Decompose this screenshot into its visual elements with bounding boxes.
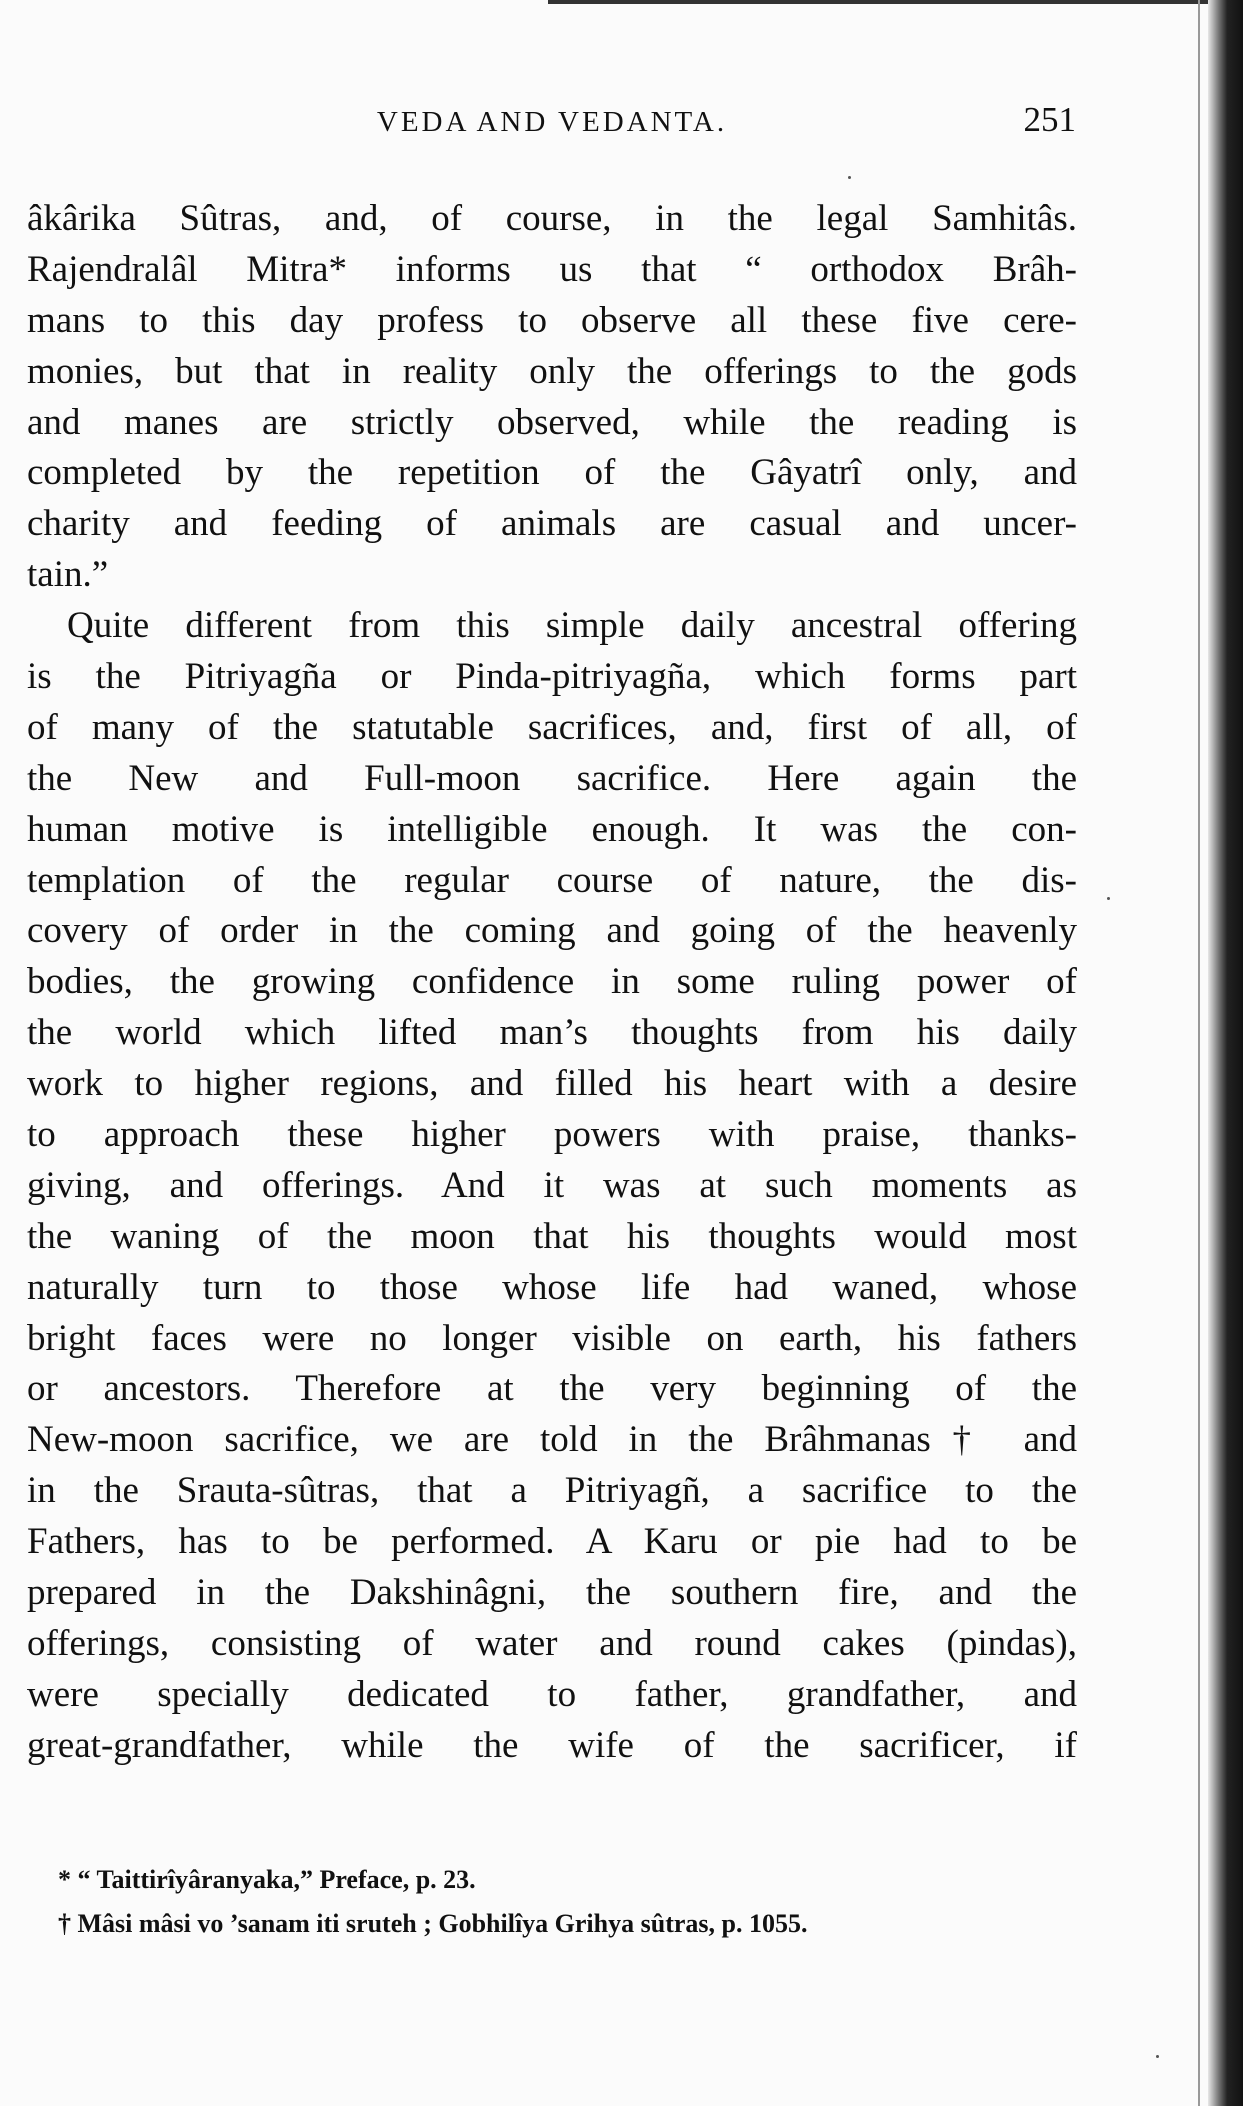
- text-line: Fathers, has to be performed. A Karu or pie had to be: [27, 1521, 1077, 1563]
- paper-speck: [848, 176, 851, 179]
- text-line: the world which lifted man’s thoughts from his daily: [27, 1012, 1077, 1054]
- text-line: mans to this day profess to observe all these five cere-: [27, 299, 1077, 341]
- text-line: Rajendralâl Mitra* informs us that “ orthodox Brâh-: [27, 248, 1077, 290]
- text-line: tain.”: [27, 554, 109, 596]
- text-line: prepared in the Dakshinâgni, the southern fire, and the: [27, 1572, 1077, 1614]
- footnotes: [58, 1858, 1088, 1946]
- text-line: âkârika Sûtras, and, of course, in the legal Samhitâs.: [27, 198, 1077, 239]
- text-line: monies, but that in reality only the offerings to the gods: [27, 350, 1077, 392]
- footnote: † Mâsi mâsi vo ’sanam iti sruteh ; Gobhilîya Grihya sûtras, p. 1055.: [58, 1909, 808, 1938]
- text-line: work to higher regions, and filled his heart with a desire: [27, 1063, 1077, 1105]
- text-line: great-grandfather, while the wife of the sacrificer, if: [27, 1724, 1077, 1766]
- text-line: completed by the repetition of the Gâyatrî only, and: [27, 452, 1077, 494]
- text-line: human motive is intelligible enough. It was the con-: [27, 808, 1077, 850]
- text-line: or ancestors. Therefore at the very beginning of the: [27, 1368, 1077, 1410]
- paragraph-start: Quite different from this simple daily ancestral offering: [67, 605, 1077, 647]
- text-line: naturally turn to those whose life had waned, whose: [27, 1266, 1077, 1308]
- text-line: New-moon sacrifice, we are told in the Brâhmanas† and: [27, 1419, 1077, 1461]
- binding-edge-shadow: [1208, 0, 1243, 2106]
- text-line: the waning of the moon that his thoughts would most: [27, 1215, 1077, 1257]
- text-line: templation of the regular course of nature, the dis-: [27, 859, 1077, 901]
- text-line: covery of order in the coming and going of the heavenly: [27, 910, 1077, 952]
- text-line: charity and feeding of animals are casual and uncer-: [27, 503, 1077, 545]
- text-line: and manes are strictly observed, while the reading is: [27, 401, 1077, 443]
- text-line: offerings, consisting of water and round cakes (pindas),: [27, 1622, 1077, 1664]
- page-header: [28, 100, 1076, 150]
- paper-speck: [1156, 2055, 1159, 2058]
- page-edge-line: [1198, 0, 1200, 2106]
- text-line: bright faces were no longer visible on earth, his fathers: [27, 1317, 1077, 1359]
- top-rule: [548, 0, 1216, 4]
- text-line: the New and Full-moon sacrifice. Here again the: [27, 757, 1077, 799]
- paper-speck: [1107, 897, 1110, 900]
- text-line: giving, and offerings. And it was at such moments as: [27, 1164, 1077, 1206]
- page-number: 251: [1023, 100, 1076, 139]
- text-line: of many of the statutable sacrifices, and, first of all, of: [27, 706, 1077, 748]
- running-title: VEDA AND VEDANTA.: [376, 106, 728, 138]
- text-line: bodies, the growing confidence in some ruling power of: [27, 961, 1077, 1003]
- text-line: is the Pitriyagña or Pinda-pitriyagña, which forms part: [27, 656, 1077, 698]
- footnote: * “ Taittirîyâranyaka,” Preface, p. 23.: [58, 1865, 476, 1894]
- text-line: to approach these higher powers with praise, thanks-: [27, 1114, 1077, 1156]
- body-text: [27, 194, 1077, 1772]
- text-line: in the Srauta-sûtras, that a Pitriyagñ, a sacrifice to the: [27, 1470, 1077, 1512]
- text-line: were specially dedicated to father, grandfather, and: [27, 1673, 1077, 1715]
